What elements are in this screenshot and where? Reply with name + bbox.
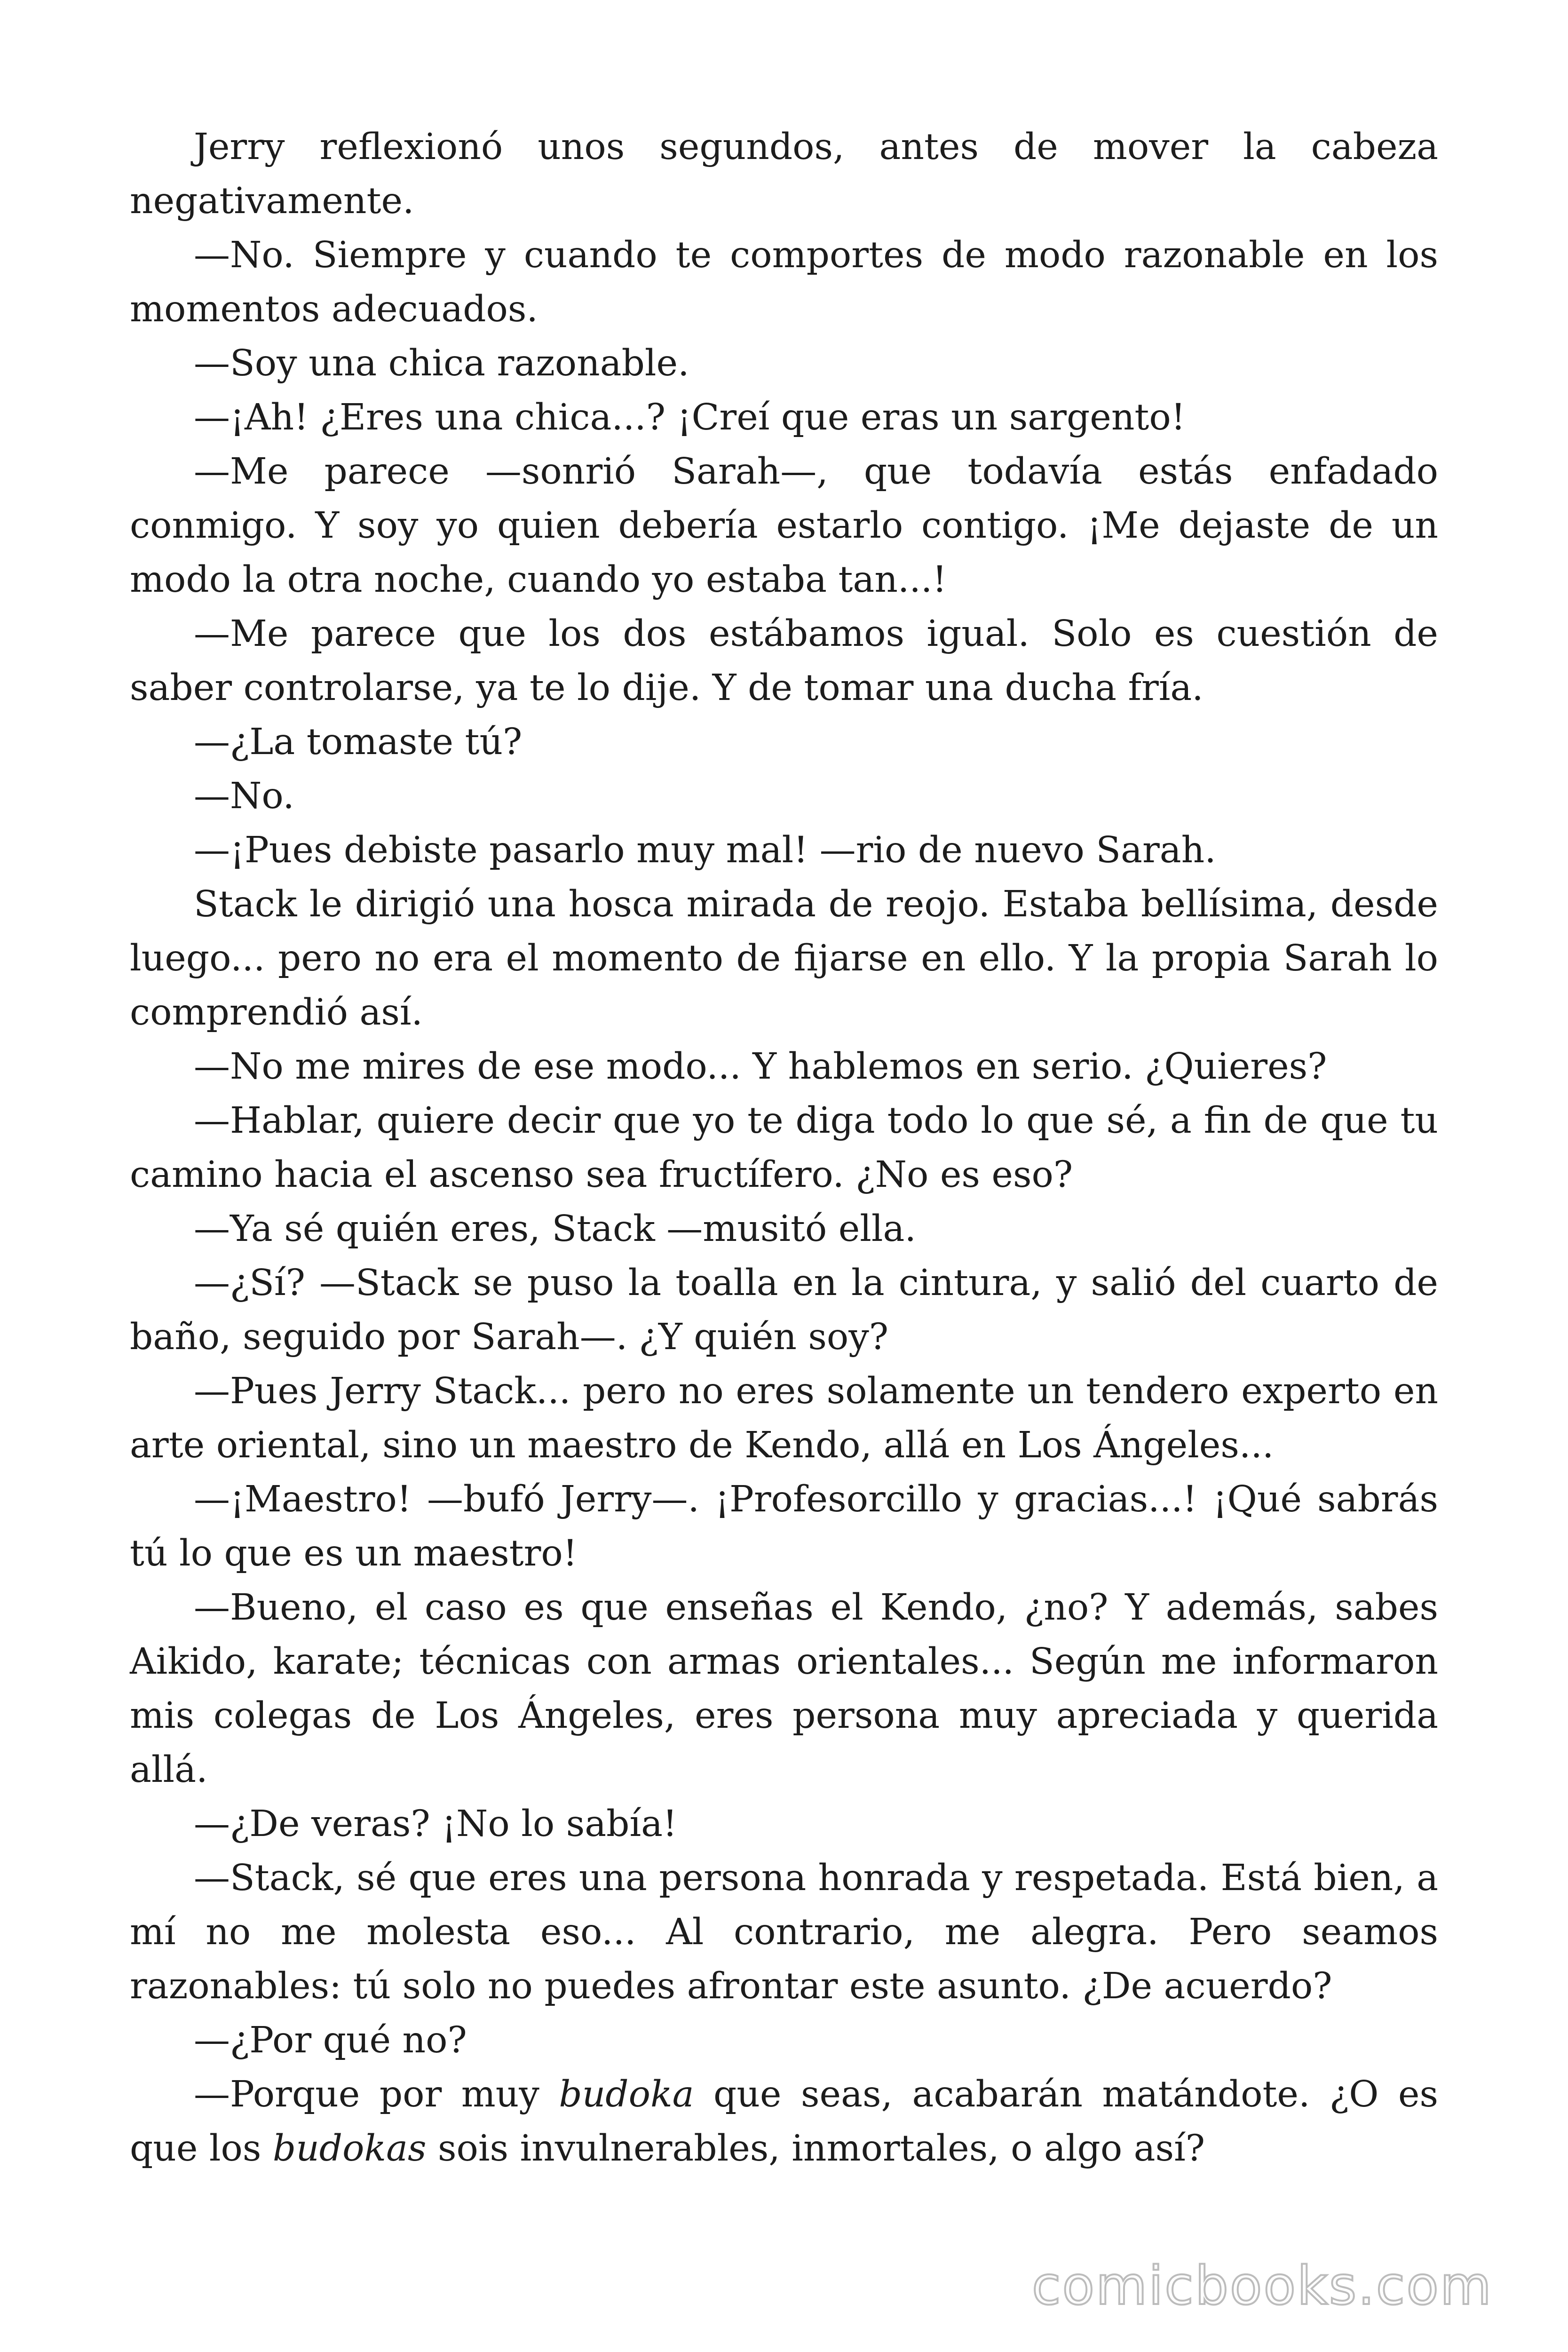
paragraph: —¿De veras? ¡No lo sabía!: [194, 1803, 677, 1845]
text-segment: sois invulnerables, inmortales, o algo así?: [426, 2128, 1205, 2169]
paragraph: —¡Ah! ¿Eres una chica...? ¡Creí que eras un sargento!: [194, 397, 1186, 438]
paragraph: —No me mires de ese modo... Y hablemos en serio. ¿Quieres?: [194, 1046, 1327, 1088]
paragraph: —No.: [194, 775, 294, 817]
paragraph: —Pues Jerry Stack... pero no eres solamente un tendero experto en arte oriental, sino un maestro de Kendo, allá en Los Ángeles...: [130, 1370, 1438, 1466]
paragraph: —Bueno, el caso es que enseñas el Kendo, ¿no? Y además, sabes Aikido, karate; técnicas con armas orientales... Según me informaron mis colegas de Los Ángeles, eres persona muy apreciada y querida allá.: [130, 1587, 1438, 1791]
paragraph: Stack le dirigió una hosca mirada de reojo. Estaba bellísima, desde luego... pero no era el momento de fijarse en ello. Y la propia Sarah lo comprendió así.: [130, 883, 1438, 1033]
text-segment: que seas, acabarán matándote. ¿O es que los: [130, 2074, 1438, 2169]
paragraph: —¡Maestro! —bufó Jerry—. ¡Profesorcillo y gracias...! ¡Qué sabrás tú lo que es un maestro!: [130, 1478, 1438, 1574]
paragraph: —Stack, sé que eres una persona honrada y respetada. Está bien, a mí no me molesta eso... Al contrario, me alegra. Pero seamos razonables: tú solo no puedes afrontar este asunto. ¿De acuerdo?: [130, 1857, 1438, 2007]
paragraph: —Ya sé quién eres, Stack —musitó ella.: [194, 1208, 916, 1250]
paragraph: —Me parece —sonrió Sarah—, que todavía estás enfadado conmigo. Y soy yo quien debería estarlo contigo. ¡Me dejaste de un modo la otra noche, cuando yo estaba tan...!: [130, 451, 1438, 601]
paragraph: —¿Por qué no?: [194, 2019, 467, 2061]
italic-term: budoka: [559, 2074, 694, 2115]
paragraph: —¡Pues debiste pasarlo muy mal! —rio de nuevo Sarah.: [194, 829, 1216, 871]
paragraph: —¿Sí? —Stack se puso la toalla en la cintura, y salió del cuarto de baño, seguido por Sarah—. ¿Y quién soy?: [130, 1262, 1438, 1358]
paragraph-last: [130, 2067, 1438, 2176]
paragraph: —¿La tomaste tú?: [194, 721, 523, 763]
italic-term: budokas: [272, 2128, 427, 2169]
paragraph: —Me parece que los dos estábamos igual. Solo es cuestión de saber controlarse, ya te lo dije. Y de tomar una ducha fría.: [130, 613, 1438, 709]
paragraph: Jerry reflexionó unos segundos, antes de mover la cabeza negativamente.: [130, 126, 1438, 222]
watermark: comicbooks.com: [1031, 2256, 1493, 2317]
page-text: [130, 120, 1438, 2176]
paragraph: —Hablar, quiere decir que yo te diga todo lo que sé, a fin de que tu camino hacia el ascenso sea fructífero. ¿No es eso?: [130, 1100, 1438, 1196]
paragraph: —No. Siempre y cuando te comportes de modo razonable en los momentos adecuados.: [130, 234, 1438, 330]
text-segment: —Porque por muy: [194, 2074, 559, 2115]
paragraph: —Soy una chica razonable.: [194, 342, 689, 384]
